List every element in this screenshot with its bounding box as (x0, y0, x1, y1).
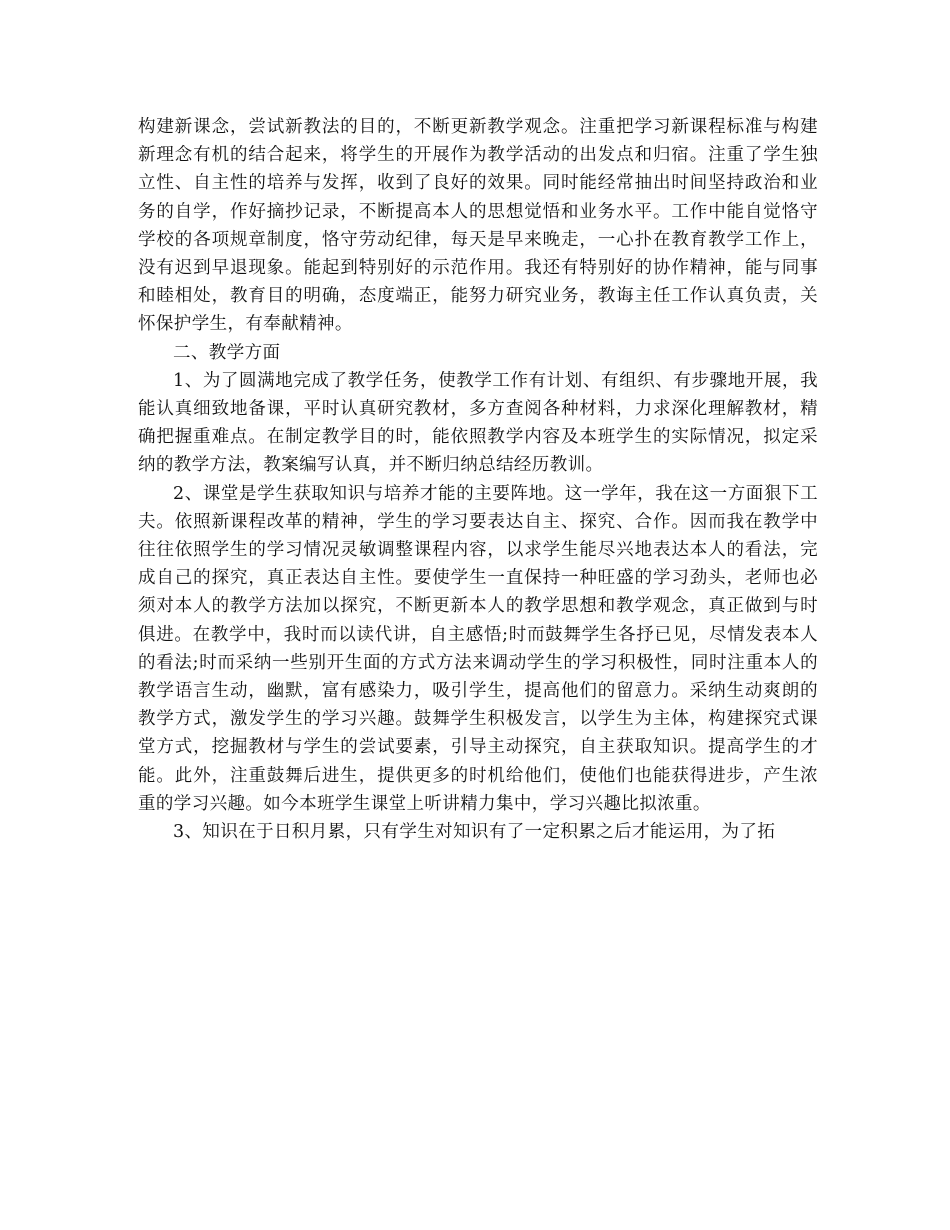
section-heading-teaching: 二、教学方面 (173, 342, 281, 363)
document-page (138, 113, 818, 846)
paragraph-intro-continued: 构建新课念，尝试新教法的目的，不断更新教学观念。注重把学习新课程标准与构建新理念有机的结合起来，将学生的开展作为教学活动的出发点和归宿。注重了学生独立性、自主性的培养与发挥，收到了良好的效果。同时能经常抽出时间坚持政治和业务的自学，作好摘抄记录，不断提高本人的思想觉悟和业务水平。工作中能自觉恪守学校的各项规章制度，恪守劳动纪律，每天是早来晚走，一心扑在教育教学工作上，没有迟到早退现象。能起到特别好的示范作用。我还有特别好的协作精神，能与同事和睦相处，教育目的明确，态度端正，能努力研究业务，教诲主任工作认真负责，关怀保护学生，有奉献精神。 (138, 117, 818, 335)
paragraph-item-3: 3、知识在于日积月累，只有学生对知识有了一定积累之后才能运用，为了拓 (173, 822, 776, 843)
paragraph-item-1: 1、为了圆满地完成了教学任务，使教学工作有计划、有组织、有步骤地开展，我能认真细致地备课，平时认真研究教材，多方查阅各种材料，力求深化理解教材，精确把握重难点。在制定教学目的时，能依照教学内容及本班学生的实际情况，拟定采纳的教学方法，教案编写认真，并不断归纳总结经历教训。 (138, 370, 818, 476)
paragraph-item-2: 2、课堂是学生获取知识与培养才能的主要阵地。这一学年，我在这一方面狠下工夫。依照新课程改革的精神，学生的学习要表达自主、探究、合作。因而我在教学中往往依照学生的学习情况灵敏调整课程内容，以求学生能尽兴地表达本人的看法，完成自己的探究，真正表达自主性。要使学生一直保持一种旺盛的学习劲头，老师也必须对本人的教学方法加以探究，不断更新本人的教学思想和教学观念，真正做到与时俱进。在教学中，我时而以读代讲，自主感悟;时而鼓舞学生各抒已见，尽情发表本人的看法;时而采纳一些别开生面的方式方法来调动学生的学习积极性，同时注重本人的教学语言生动，幽默，富有感染力，吸引学生，提高他们的留意力。采纳生动爽朗的教学方式，激发学生的学习兴趣。鼓舞学生积极发言，以学生为主体，构建探究式课堂方式，挖掘教材与学生的尝试要素，引导主动探究，自主获取知识。提高学生的才能。此外，注重鼓舞后进生，提供更多的时机给他们，使他们也能获得进步，产生浓重的学习兴趣。如今本班学生课堂上听讲精力集中，学习兴趣比拟浓重。 (138, 483, 818, 814)
